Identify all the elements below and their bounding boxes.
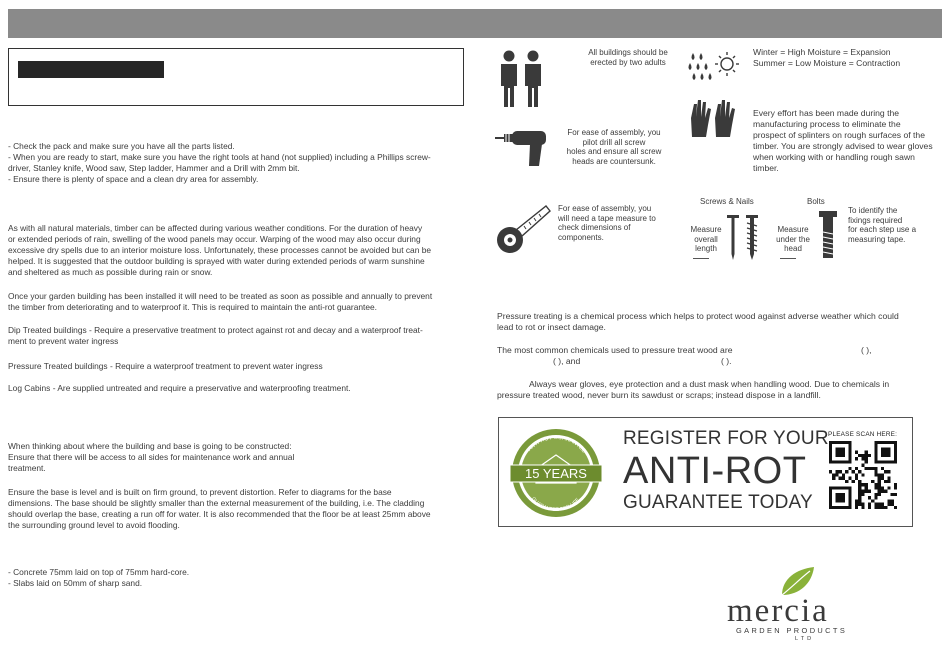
- two-people-icon: [497, 50, 547, 113]
- measure-length-rule: [693, 258, 709, 259]
- base-location-paragraph: When thinking about where the building and base is going to be constructed: Ensure that there will be access to all sides for maintenance work and annual treatment.: [8, 441, 295, 473]
- screws-nails-label: Screws & Nails: [700, 197, 754, 206]
- chemical-paren-2: ( ), and: [553, 356, 581, 366]
- badge-bottom-text: GUARANTEE FOR LIFE: [530, 496, 582, 514]
- drill-icon: [494, 127, 552, 172]
- measure-length-text: Measure overall length: [690, 225, 722, 253]
- base-level-paragraph: Ensure the base is level and is built on firm ground, to prevent distortion. Refer to diagrams for the base dimensions. The base should be slightly smaller than the external measurement of the building, i.e. The cladding should overlap the base, creating a run off for water. It is also recommended that the floor be at least 25mm above the surrounding ground level to avoid flooding.: [8, 487, 431, 530]
- screw-icon: [725, 213, 761, 266]
- moisture-text: Winter = High Moisture = Expansion Summer = Low Moisture = Contraction: [753, 47, 901, 68]
- bolts-label: Bolts: [807, 197, 825, 206]
- logo-ltd: LTD: [795, 636, 815, 642]
- chemicals-line: The most common chemicals used to pressure treat wood are: [497, 345, 733, 355]
- tape-measure-text: For ease of assembly, you will need a tape measure to check dimensions of components.: [558, 204, 656, 242]
- treatment-paragraph: Once your garden building has been installed it will need to be treated as soon as possible and annually to prevent the timber from deteriorating and to waterproof it. This is required to maintain the anti-rot guarantee.: [8, 291, 433, 312]
- base-types-list: - Concrete 75mm laid on top of 75mm hard-core. - Slabs laid on 50mm of sharp sand.: [8, 567, 190, 588]
- tape-measure-icon: [496, 202, 552, 263]
- two-adults-text: All buildings should be erected by two adults: [588, 48, 668, 67]
- pressure-treated-line: Pressure Treated buildings - Require a waterproof treatment to prevent water ingress: [8, 361, 323, 371]
- pressure-treating-paragraph: Pressure treating is a chemical process which helps to protect wood against adverse weather which could lead to rot or insect damage.: [497, 311, 899, 332]
- identify-fixings-text: To identify the fixings required for each step use a measuring tape.: [848, 206, 917, 244]
- gloves-icon: [687, 96, 743, 153]
- scan-label: PLEASE SCAN HERE:: [828, 431, 898, 438]
- chemical-paren-3: ( ).: [721, 356, 732, 366]
- qr-code[interactable]: [829, 441, 897, 514]
- register-heading: REGISTER FOR YOUR: [623, 428, 829, 449]
- safety-paragraph: Always wear gloves, eye protection and a dust mask when handling wood. Due to chemicals in pressure treated wood, never burn its sawdust or scraps; instead dispose in a landfill.: [497, 379, 890, 400]
- weather-icon: [687, 49, 743, 88]
- bolt-icon: [818, 210, 838, 265]
- guarantee-badge-icon: [508, 425, 604, 526]
- checklist-text: - Check the pack and make sure you have all the parts listed. - When you are ready to start, make sure you have the right tools at hand (not supplied) including a Phillips screw- driver, Stanley knife, Wood saw, Step ladder, Hammer and a Drill with 2mm bit. - Ensure there is plenty of space and a clean dry area for assembly.: [8, 141, 431, 184]
- pilot-drill-text: For ease of assembly, you pilot drill all screw holes and ensure all screw heads are countersunk.: [566, 128, 662, 166]
- guarantee-heading: GUARANTEE TODAY: [623, 492, 813, 513]
- logo-subtitle: GARDEN PRODUCTS: [736, 626, 848, 635]
- chemical-paren-1: ( ),: [861, 345, 872, 355]
- measure-head-text: Measure under the head: [776, 225, 810, 253]
- gloves-text: Every effort has been made during the manufacturing process to eliminate the prospect of splinters on rough surfaces of the timber. You are strongly advised to wear gloves when working with or handling rough sawn timber.: [753, 108, 933, 173]
- badge-top-text: ANTI-ROT GUARANTEE: [526, 434, 587, 455]
- timber-paragraph: As with all natural materials, timber can be affected during various weather conditions. For the duration of heavy or extended periods of rain, swelling of the wood panels may occur. Warping of the wood may also occur during excessive dry spells due to an interior moisture loss. Unfortunately, these processes cannot be avoided but can be helped. It is suggested that the outdoor building is sprayed with water during extended periods of warm sunshine and sheltered as much as possible during rain or snow.: [8, 223, 432, 277]
- measure-head-rule: [780, 258, 796, 259]
- log-cabins-line: Log Cabins - Are supplied untreated and require a preservative and waterproofing treatment.: [8, 383, 351, 393]
- badge-years-text: 15 YEARS: [525, 466, 587, 481]
- anti-rot-heading: ANTI-ROT: [623, 450, 807, 492]
- header-bar: [8, 9, 942, 38]
- dip-treated-paragraph: Dip Treated buildings - Require a preservative treatment to protect against rot and decay and a waterproof treat- ment to prevent water ingress: [8, 325, 423, 346]
- redacted-title: [18, 61, 164, 78]
- logo-wordmark: mercia: [727, 593, 829, 629]
